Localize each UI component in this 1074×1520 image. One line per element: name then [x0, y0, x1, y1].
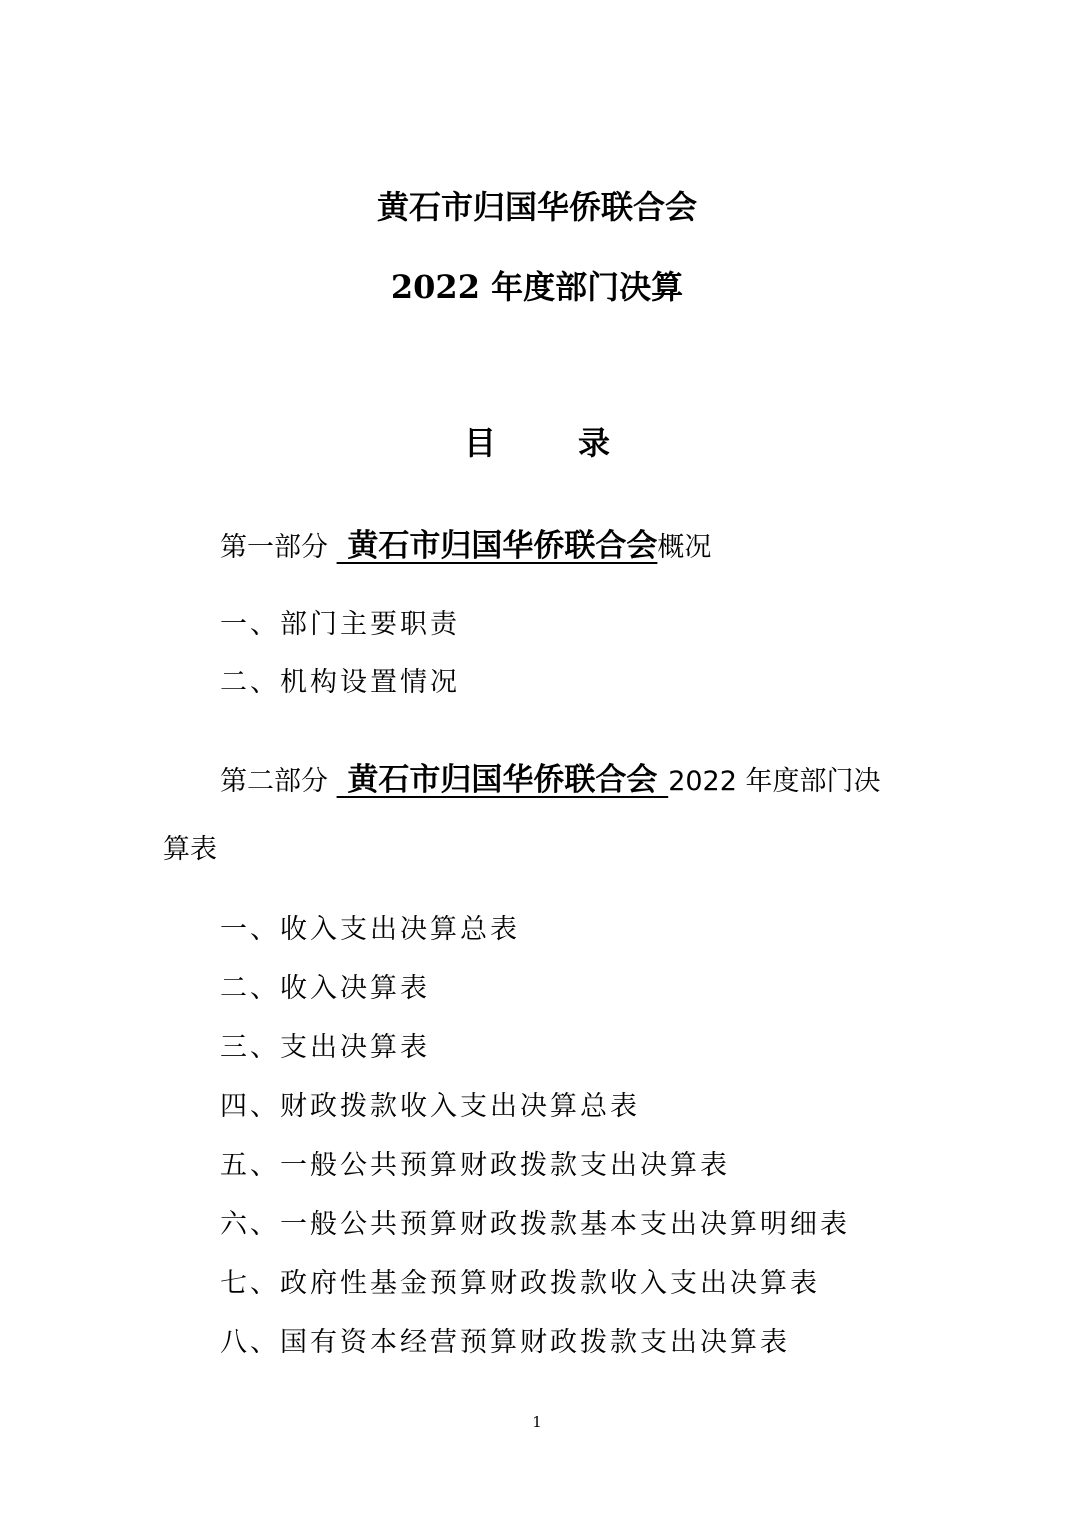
toc-item-2-6: 六、一般公共预算财政拨款基本支出决算明细表	[220, 1209, 850, 1240]
toc-item-2-3: 三、支出决算表	[220, 1032, 430, 1063]
page-number: 1	[532, 1413, 542, 1431]
toc-item-1-1: 一、部门主要职责	[220, 609, 460, 640]
toc-item-2-8: 八、国有资本经营预算财政拨款支出决算表	[220, 1327, 790, 1358]
part2-prefix: 第二部分	[220, 766, 337, 797]
document-title: 黄石市归国华侨联合会	[376, 188, 697, 226]
toc-item-2-2: 二、收入决算表	[220, 973, 430, 1004]
toc-part-2	[220, 760, 880, 802]
part2-suffix: 2022 年度部门决	[668, 766, 881, 797]
toc-heading-right: 录	[578, 424, 611, 462]
toc-heading	[0, 423, 1074, 463]
part2-continuation: 算表	[163, 834, 217, 865]
toc-item-2-4: 四、财政拨款收入支出决算总表	[220, 1091, 640, 1122]
document-subtitle: 2022 年度部门决算	[390, 268, 684, 306]
toc-item-2-1: 一、收入支出决算总表	[220, 914, 520, 945]
toc-part-1	[220, 526, 711, 568]
part1-suffix: 概况	[657, 532, 712, 563]
part2-org-name: 黄石市归国华侨联合会	[336, 762, 669, 798]
toc-item-2-7: 七、政府性基金预算财政拨款收入支出决算表	[220, 1268, 820, 1299]
toc-item-2-5: 五、一般公共预算财政拨款支出决算表	[220, 1150, 730, 1181]
toc-item-1-2: 二、机构设置情况	[220, 667, 460, 698]
toc-heading-left: 目	[463, 424, 496, 462]
part1-org-name: 黄石市归国华侨联合会	[336, 528, 658, 564]
part1-prefix: 第一部分	[220, 532, 337, 563]
